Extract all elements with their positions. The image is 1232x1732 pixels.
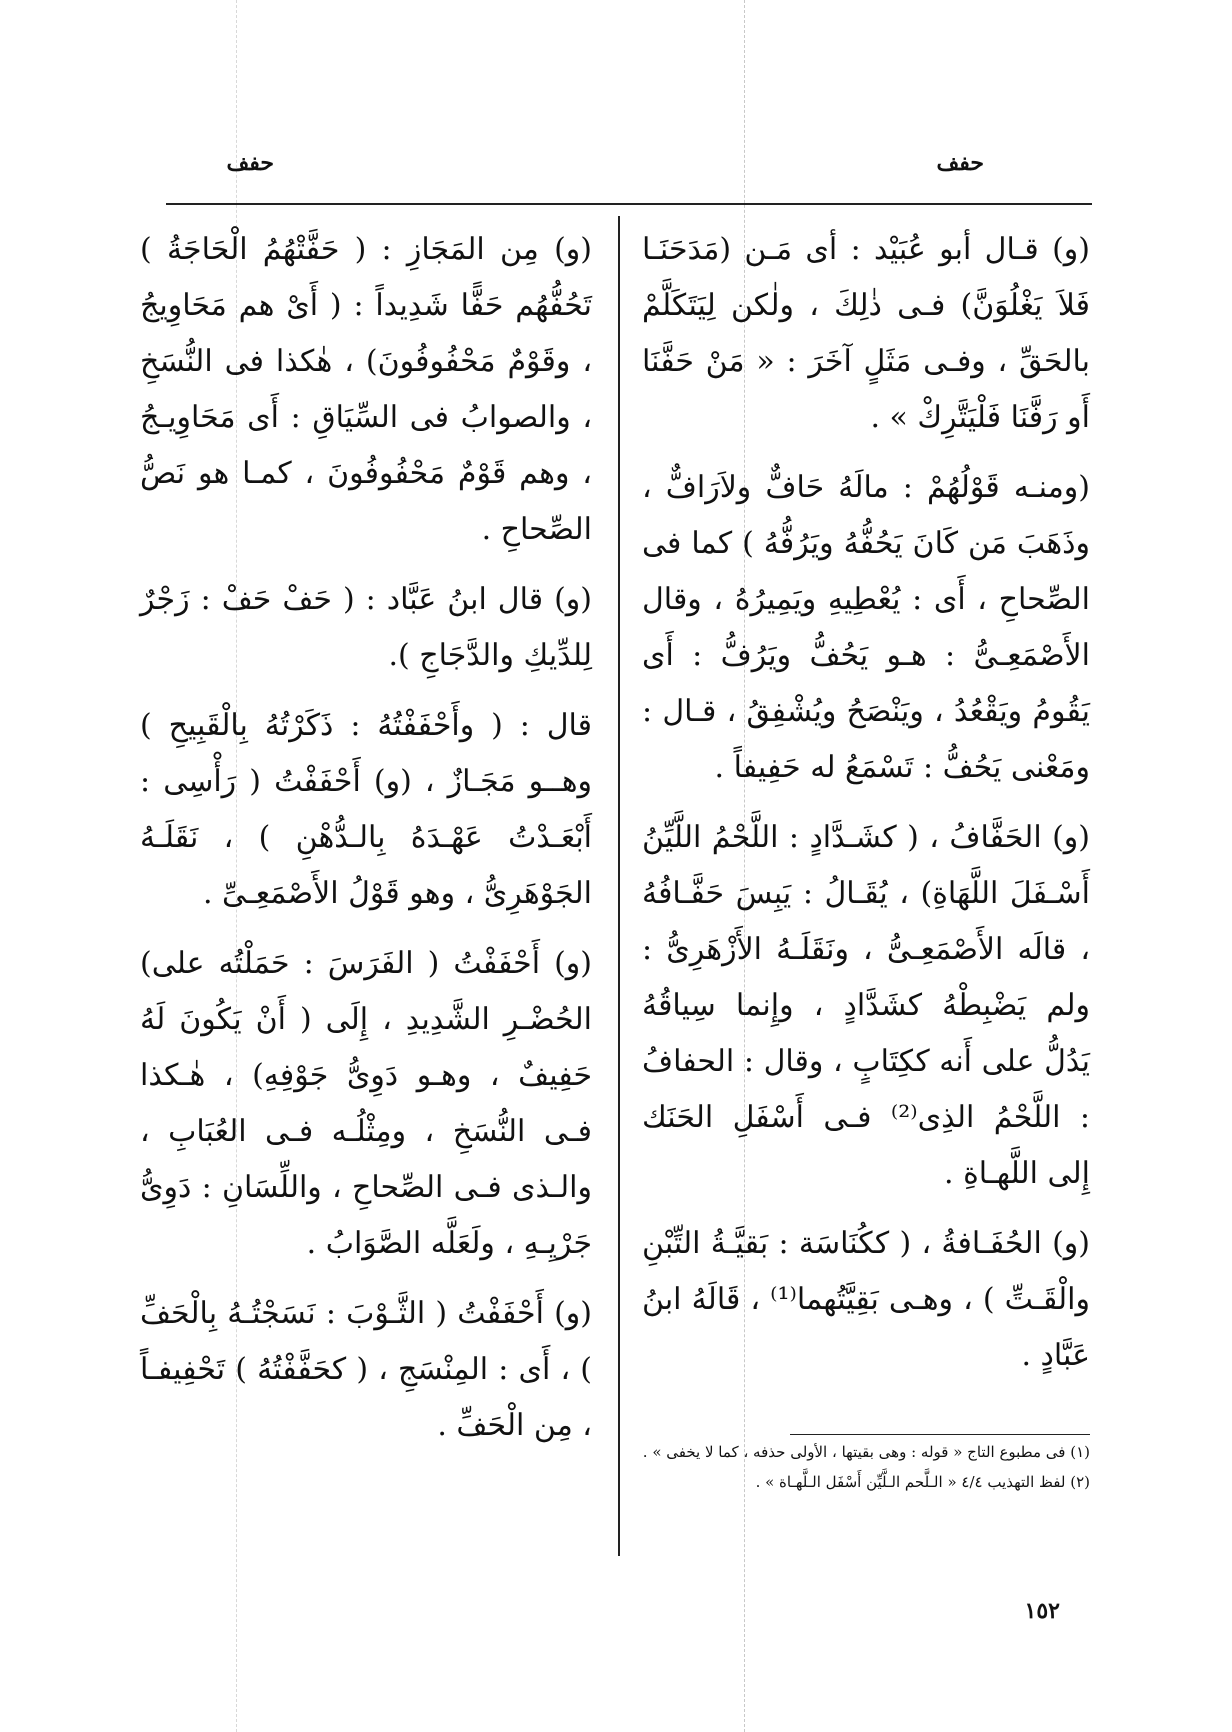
entry-paragraph: (و) الحَفَّافُ ، ( كشَـدَّادٍ : اللَّحْمُ اللَّيِّنُ أَسْـفَلَ اللَّهَاةِ) ، يُقَـالُ : يَبِسَ حَفَّـافُهُ ، قالَه الأَصْمَعِـىُّ ، ونَقَلَـهُ الأَزْهَرِىُّ : ولم يَضْبِطْهُ كشَدَّادٍ ، وإِنما سِياقُهُ يَدُلُّ على أَنه ككِتَابٍ ، وقال : الحفافُ : اللَّحْمُ الذِى⁽²⁾ فـى أَسْفَلِ الحَنَك إِلى اللَّهـاةِ . bbox=[642, 820, 1090, 1191]
footnote: (٢) لفظ التهذيب ٤/٤ « الـلَّحم الـلَّيِّن أَسْفَل الـلَّهـاة » . bbox=[755, 1473, 1090, 1491]
footnote: (١) فى مطبوع التاج « قوله : وهى بقيتها ، الأولى حذفه ، كما لا يخفى » . bbox=[642, 1443, 1090, 1461]
page-number: ١٥٢ bbox=[1024, 1598, 1060, 1624]
entry-paragraph: (و) أَحْفَفْتُ ( الفَرَسَ : حَمَلْتُه على) الحُضْـرِ الشَّدِيدِ ، إِلَى ( أَنْ يَكُونَ لَهُ حَفِيفٌ ، وهـو دَوِىُّ جَوْفِهِ) ، هٰـكذا فـى النُّسَخِ ، ومِثْلُـه فـى العُبَابِ ، والـذى فـى الصِّحاحِ ، واللِّسَانِ : دَوِىُّ جَرْيِـهِ ، ولَعَلَّه الصَّوَابُ . bbox=[140, 946, 592, 1261]
entry-paragraph: قال : ( وأَحْفَفْتُهُ : ذَكَرْتُهُ بِالْقَبِيحِ ) وهــو مَجَـازٌ ، (و) أَحْفَفْتُ ( رَأْسِى : أَبْعَـدْتُ عَهْـدَهُ بِالـدُّهْنِ ) ، نَقَلَـهُ الجَوْهَرِىُّ ، وهو قَوْلُ الأَصْمَعِـىِّ . bbox=[140, 708, 592, 911]
entry-paragraph: (و) الحُفَـافةُ ، ( ككُنَاسَة : بَقيَّـةُ التِّبْنِ والْقَـتِّ ) ، وهـى بَقِيَّتُهما⁽¹⁾ ، قَالَهُ ابنُ عَبَّادٍ . bbox=[642, 1226, 1090, 1373]
header-rule bbox=[166, 203, 1092, 205]
footnote-rule bbox=[790, 1434, 1090, 1435]
entry-paragraph: (و) قال ابنُ عَبَّاد : ( حَفْ حَفْ : زَجْرٌ لِلدِّيكِ والدَّجَاجِ ). bbox=[140, 582, 592, 673]
entry-paragraph: (ومنـه قَوْلُهُمْ : مالَهُ حَافٌّ ولاَرَافٌّ ، وذَهَبَ مَن كَانَ يَحُفُّهُ ويَرُفُّهُ ) كما فى الصِّحاحِ ، أَى : يُعْطِيهِ ويَمِيرُهُ ، وقال الأَصْمَعِـىُّ : هـو يَحُفُّ ويَرُفُّ : أَى يَقُومُ ويَقْعُدُ ، ويَنْصَحُ ويُشْفِقُ ، قـال : ومَعْنى يَحُفُّ : تَسْمَعُ له حَفِيفاً . bbox=[642, 470, 1090, 785]
entry-paragraph: (و) أَحْفَفْتُ ( الثَّـوْبَ : نَسَجْتُـهُ بِالْحَفِّ ) ، أَى : المِنْسَجِ ، ( كحَفَّفْتُهُ ) تَحْفِيفـاً ، مِن الْحَفِّ . bbox=[140, 1296, 592, 1443]
left-column bbox=[140, 222, 592, 1468]
running-head-right: حفف bbox=[936, 150, 984, 176]
running-head-left: حفف bbox=[226, 150, 274, 176]
column-divider bbox=[618, 216, 620, 1556]
entry-paragraph: (و) قـال أبو عُبَيْد : أى مَـن (مَدَحَنَـا فَلاَ يَغْلُوَنَّ) فـى ذٰلِكَ ، ولٰكن لِيَتَكَلَّمْ بالحَقِّ ، وفـى مَثَلٍ آخَرَ : « مَنْ حَفَّنَا أَو رَفَّنَا فَلْيَتَّرِكْ » . bbox=[642, 232, 1090, 435]
right-column bbox=[642, 222, 1090, 1398]
entry-paragraph: (و) مِن المَجَازِ : ( حَفَّتْهُمُ الْحَاجَةُ ) تَحُفُّهُم حَفًّا شَدِيداً : ( أَىْ هم مَحَاوِيجُ ، وقَوْمٌ مَحْفُوفُونَ) ، هٰكذا فى النُّسَخِ ، والصوابُ فى السِّيَاقِ : أَى مَحَاوِيـجُ ، وهم قَوْمٌ مَحْفُوفُونَ ، كمـا هو نَصُّ الصِّحاحِ . bbox=[140, 232, 592, 547]
footnotes bbox=[642, 1440, 1090, 1500]
